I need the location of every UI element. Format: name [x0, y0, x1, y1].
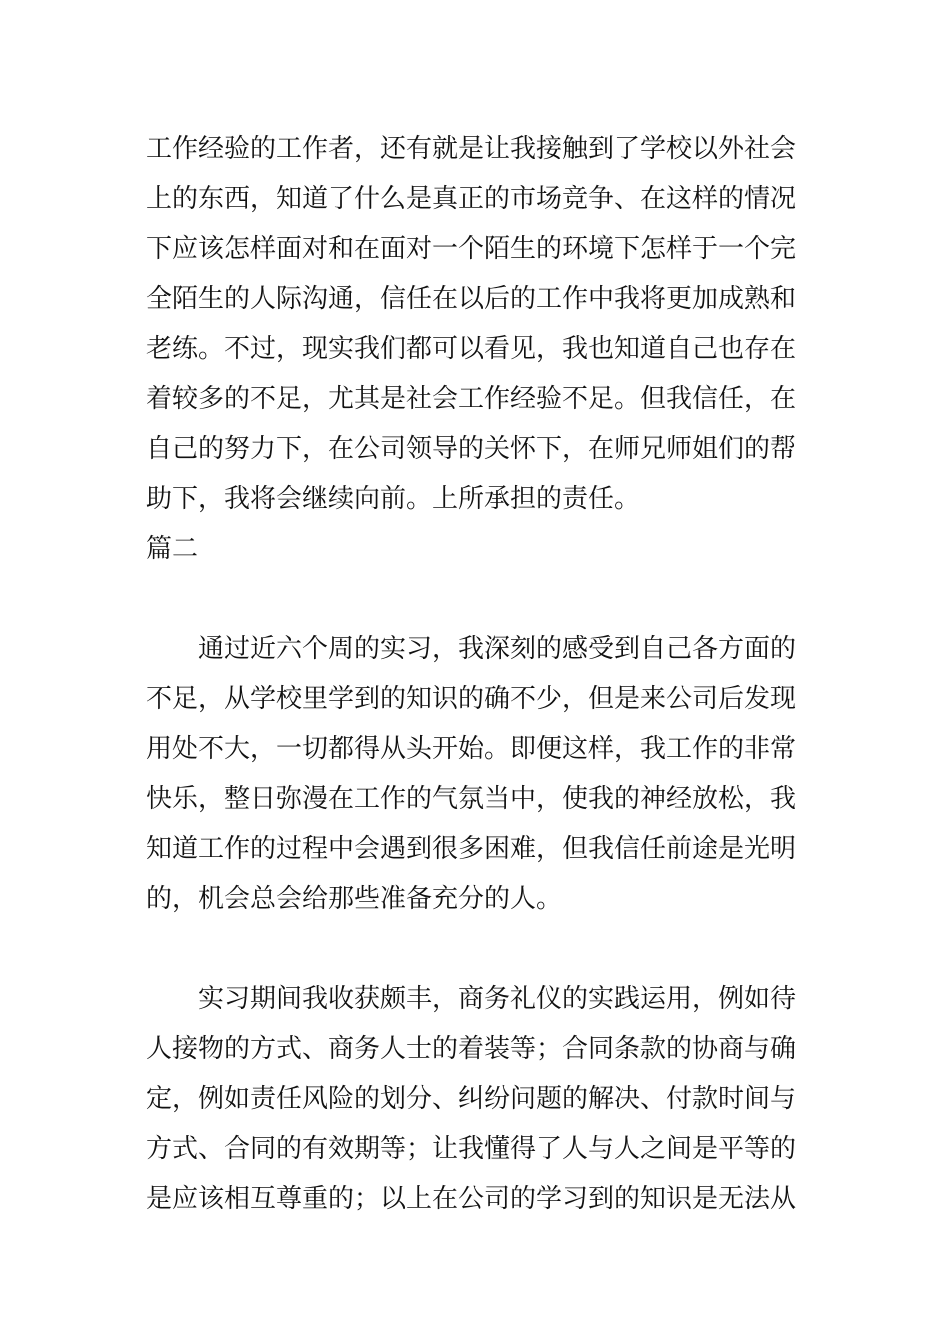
text-line: 实习期间我收获颇丰，商务礼仪的实践运用，例如待	[198, 984, 797, 1014]
text-line: 是应该相互尊重的；以上在公司的学习到的知识是无法从	[146, 1184, 797, 1214]
text-line: 老练。不过，现实我们都可以看见，我也知道自己也存在	[146, 334, 797, 364]
text-line: 通过近六个周的实习，我深刻的感受到自己各方面的	[198, 634, 797, 664]
text-line: 定，例如责任风险的划分、纠纷问题的解决、付款时间与	[146, 1084, 797, 1114]
text-line: 人接物的方式、商务人士的着装等；合同条款的协商与确	[146, 1034, 797, 1064]
text-line: 知道工作的过程中会遇到很多困难，但我信任前途是光明	[146, 834, 797, 864]
section-heading: 篇二	[146, 534, 199, 564]
text-line: 助下，我将会继续向前。上所承担的责任。	[146, 484, 641, 514]
text-line: 快乐，整日弥漫在工作的气氛当中，使我的神经放松，我	[146, 784, 797, 814]
text-line: 用处不大，一切都得从头开始。即便这样，我工作的非常	[146, 734, 797, 764]
text-line: 工作经验的工作者，还有就是让我接触到了学校以外社会	[146, 134, 797, 164]
text-line: 下应该怎样面对和在面对一个陌生的环境下怎样于一个完	[146, 234, 797, 264]
text-line: 着较多的不足，尤其是社会工作经验不足。但我信任，在	[146, 384, 797, 414]
text-line: 不足，从学校里学到的知识的确不少，但是来公司后发现	[146, 684, 797, 714]
text-line: 自己的努力下，在公司领导的关怀下，在师兄师姐们的帮	[146, 434, 797, 464]
text-line: 的，机会总会给那些准备充分的人。	[146, 884, 563, 914]
text-line: 方式、合同的有效期等；让我懂得了人与人之间是平等的	[146, 1134, 797, 1164]
text-line: 上的东西，知道了什么是真正的市场竞争、在这样的情况	[146, 184, 797, 214]
text-line: 全陌生的人际沟通，信任在以后的工作中我将更加成熟和	[146, 284, 797, 314]
